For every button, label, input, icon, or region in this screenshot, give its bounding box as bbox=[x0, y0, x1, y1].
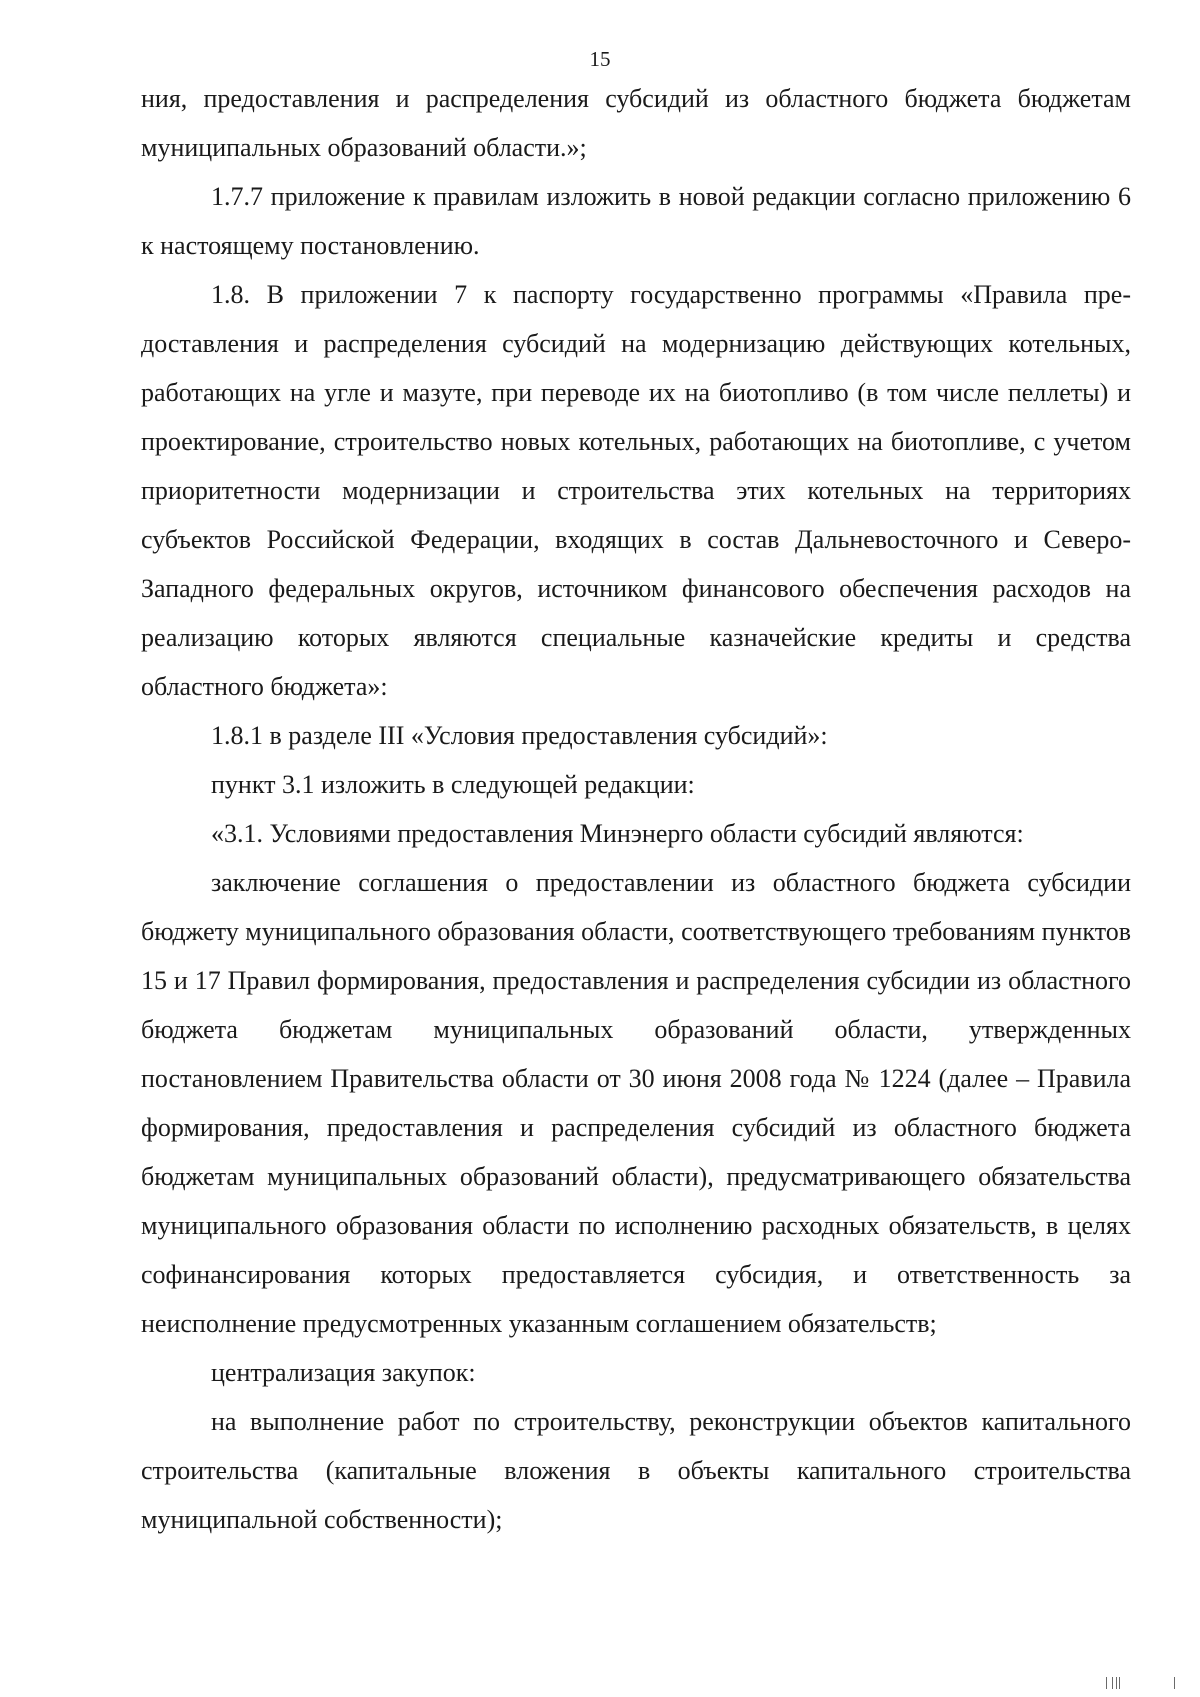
paragraph-3-1: «3.1. Условиями предоставления Минэнерго области субсидий являются: bbox=[211, 819, 1024, 848]
paragraph-1-8-1: 1.8.1 в разделе III «Условия предоставления субсидий»: bbox=[211, 721, 828, 750]
paragraph-construction-works: на выполнение работ по строительству, реконструкции объектов капитального строительства (капитальные вложения в объекты капитального строительства муниципальной собственности); bbox=[141, 1407, 1131, 1534]
paragraph-agreement: заключение соглашения о предоставлении из областного бюджета субсидии бюджету муниципального образования области, соответствующего требованиям пунктов 15 и 17 Правил формирования, предоставления и распределения субсидии из областного бюджета бюджетам муниципальных образований области, утвержденных постановлением Правительства области от 30 июня 2008 года № 1224 (далее – Правила формирования, предоставления и распределения субсидий из областного бюджета бюджетам муниципальных образований области), предусматривающего обязательства муниципального образования области по исполнению расходных обязательств, в целях софинансирования которых предоставляется субсидия, и ответственность за неисполнение предусмотренных указанным соглашением обязательств; bbox=[141, 868, 1131, 1338]
document-body bbox=[141, 74, 1131, 1544]
page-number: 15 bbox=[589, 47, 611, 71]
paragraph-centralization: централизация закупок: bbox=[211, 1358, 476, 1387]
scan-artifact-marks bbox=[1050, 1675, 1180, 1689]
paragraph-continuation: ния, предоставления и распределения субсидий из областного бюджета бюджетам муниципальных образований области.»; bbox=[141, 84, 1131, 162]
paragraph-1-7-7: 1.7.7 приложение к правилам изложить в новой редакции согласно приложению 6 к настоящему постановлению. bbox=[141, 182, 1131, 260]
paragraph-item-3-1-intro: пункт 3.1 изложить в следующей редакции: bbox=[211, 770, 695, 799]
paragraph-1-8: 1.8. В приложении 7 к паспорту государственно программы «Правила предоставления и распределения субсидий на модернизацию действующих котельных, работающих на угле и мазуте, при переводе их на биотопливо (в том числе пеллеты) и проектирование, строительство новых котельных, работающих на биотопливе, с учетом приоритетности модернизации и строительства этих котельных на территориях субъектов Российской Федерации, входящих в состав Дальневосточного и Северо-Западного федеральных округов, источником финансового обеспечения расходов на реализацию которых являются специальные казначейские кредиты и средства областного бюджета»: bbox=[141, 280, 1131, 701]
